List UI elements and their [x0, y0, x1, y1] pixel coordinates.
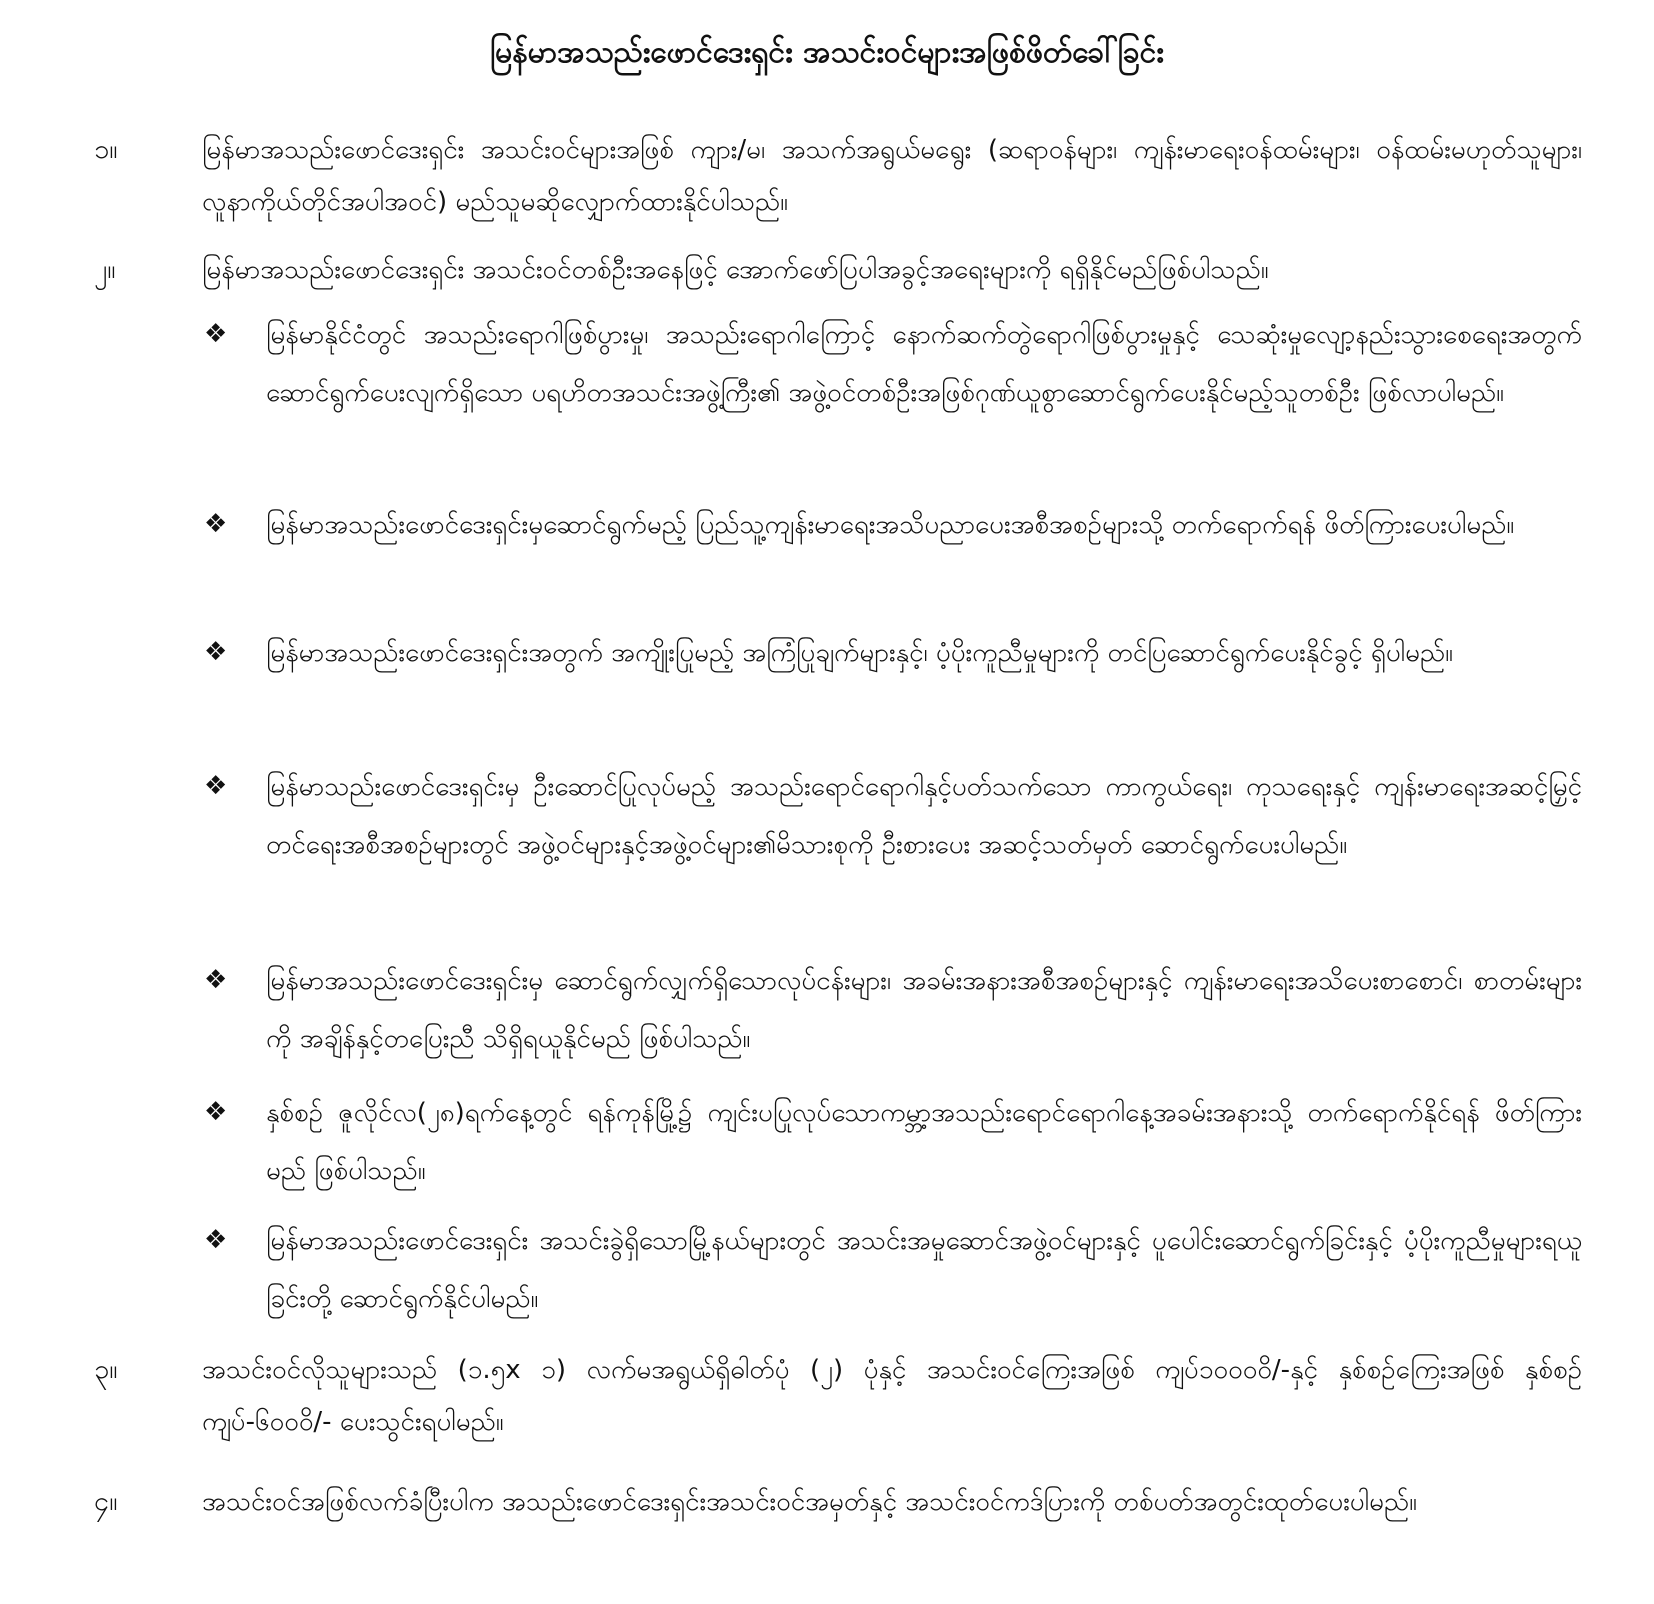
bullet-text: မြန်မာနိုင်ငံတွင် အသည်းရောဂါဖြစ်ပွားမှု၊ အသည်းရောဂါကြောင့် နောက်ဆက်တွဲရောဂါဖြစ်ပွားမှုနှင့် သေဆုံးမှုလျော့နည်းသွားစေရေးအတွက် ဆောင်ရွက်ပေးလျက်ရှိသော ပရဟိတအသင်းအဖွဲ့ကြီး၏ အဖွဲ့ဝင်တစ်ဦးအဖြစ်ဂုဏ်ယူစွာဆောင်ရွက်ပေးနိုင်မည့်သူတစ်ဦး ဖြစ်လာပါမည်။: [266, 320, 1582, 408]
section-number: ၄။: [94, 1486, 118, 1517]
document-title: မြန်မာအသည်းဖောင်ဒေးရှင်း အသင်းဝင်များအဖြစ်ဖိတ်ခေါ်ခြင်း: [490, 35, 1164, 70]
bullet-text: မြန်မာအသည်းဖောင်ဒေးရှင်းမှ ဆောင်ရွက်လျှက်ရှိသောလုပ်ငန်းများ၊ အခမ်းအနားအစီအစဉ်များနှင့် ကျန်းမာရေးအသိပေးစာစောင်၊ စာတမ်းများကို အချိန်နှင့်တပြေးညီ သိရှိရယူနိုင်မည် ဖြစ်ပါသည်။: [266, 966, 1582, 1054]
section-number: ၂။: [94, 254, 116, 285]
section-text: မြန်မာအသည်းဖောင်ဒေးရှင်း အသင်းဝင်များအဖြစ် ကျား/မ၊ အသက်အရွယ်မရွေး (ဆရာဝန်များ၊ ကျန်းမာရေးဝန်ထမ်းများ၊ ဝန်ထမ်းမဟုတ်သူများ၊ လူနာကိုယ်တိုင်အပါအဝင်) မည်သူမဆိုလျှောက်ထားနိုင်ပါသည်။: [202, 135, 1582, 217]
section-text: အသင်းဝင်လိုသူများသည် (၁.၅x ၁) လက်မအရွယ်ရှိဓါတ်ပုံ (၂) ပုံနှင့် အသင်းဝင်ကြေးအဖြစ် ကျပ်၁၀၀၀ဝိ/-နှင့် နှစ်စဉ်ကြေးအဖြစ် နှစ်စဉ်ကျပ်-၆၀၀ဝိ/- ပေးသွင်းရပါမည်။: [202, 1355, 1582, 1437]
diamond-bullet-icon: ❖: [204, 1225, 228, 1255]
bullet-text: မြန်မာသည်းဖောင်ဒေးရှင်းမှ ဦးဆောင်ပြုလုပ်မည့် အသည်းရောင်ရောဂါနှင့်ပတ်သက်သော ကာကွယ်ရေး၊ ကုသရေးနှင့် ကျန်းမာရေးအဆင့်မြှင့်တင်ရေးအစီအစဉ်များတွင် အဖွဲ့ဝင်များနှင့်အဖွဲ့ဝင်များ၏မိသားစုကို ဦးစားပေး အဆင့်သတ်မှတ် ဆောင်ရွက်ပေးပါမည်။: [266, 772, 1582, 860]
diamond-bullet-icon: ❖: [204, 319, 228, 349]
section-number: ၁။: [94, 134, 118, 165]
section-number: ၃။: [94, 1354, 118, 1385]
diamond-bullet-icon: ❖: [204, 965, 228, 995]
diamond-bullet-icon: ❖: [204, 637, 228, 667]
bullet-text: မြန်မာအသည်းဖောင်ဒေးရှင်း အသင်းခွဲရှိသောမြို့နယ်များတွင် အသင်းအမှုဆောင်အဖွဲ့ဝင်များနှင့် ပူပေါင်းဆောင်ရွက်ခြင်းနှင့် ပံ့ပိုးကူညီမှုများရယူခြင်းတို့ ဆောင်ရွက်နိုင်ပါမည်။: [266, 1226, 1582, 1314]
diamond-bullet-icon: ❖: [204, 771, 228, 801]
bullet-text: မြန်မာအသည်းဖောင်ဒေးရှင်းမှဆောင်ရွက်မည့် ပြည်သူ့ကျန်းမာရေးအသိပညာပေးအစီအစဉ်များသို့ တက်ရောက်ရန် ဖိတ်ကြားပေးပါမည်။: [266, 510, 1515, 540]
diamond-bullet-icon: ❖: [204, 509, 228, 539]
section-text: မြန်မာအသည်းဖောင်ဒေးရှင်း အသင်းဝင်တစ်ဦးအနေဖြင့် အောက်ဖော်ပြပါအခွင့်အရေးများကို ရရှိနိုင်မည်ဖြစ်ပါသည်။: [202, 255, 1269, 285]
section-text: အသင်းဝင်အဖြစ်လက်ခံပြီးပါက အသည်းဖောင်ဒေးရှင်းအသင်းဝင်အမှတ်နှင့် အသင်းဝင်ကဒ်ပြားကို တစ်ပတ်အတွင်းထုတ်ပေးပါမည်။: [202, 1487, 1417, 1517]
bullet-text: မြန်မာအသည်းဖောင်ဒေးရှင်းအတွက် အကျိုးပြုမည့် အကြံပြုချက်များနှင့်၊ ပံ့ပိုးကူညီမှုများကို တင်ပြဆောင်ရွက်ပေးနိုင်ခွင့် ရှိပါမည်။: [266, 638, 1454, 668]
diamond-bullet-icon: ❖: [204, 1097, 228, 1127]
bullet-text: နှစ်စဉ် ဇူလိုင်လ(၂၈)ရက်နေ့တွင် ရန်ကုန်မြို့၌ ကျင်းပပြုလုပ်သောကမ္ဘာ့အသည်းရောင်ရောဂါနေ့အခမ်းအနားသို့ တက်ရောက်နိုင်ရန် ဖိတ်ကြားမည် ဖြစ်ပါသည်။: [266, 1098, 1582, 1186]
